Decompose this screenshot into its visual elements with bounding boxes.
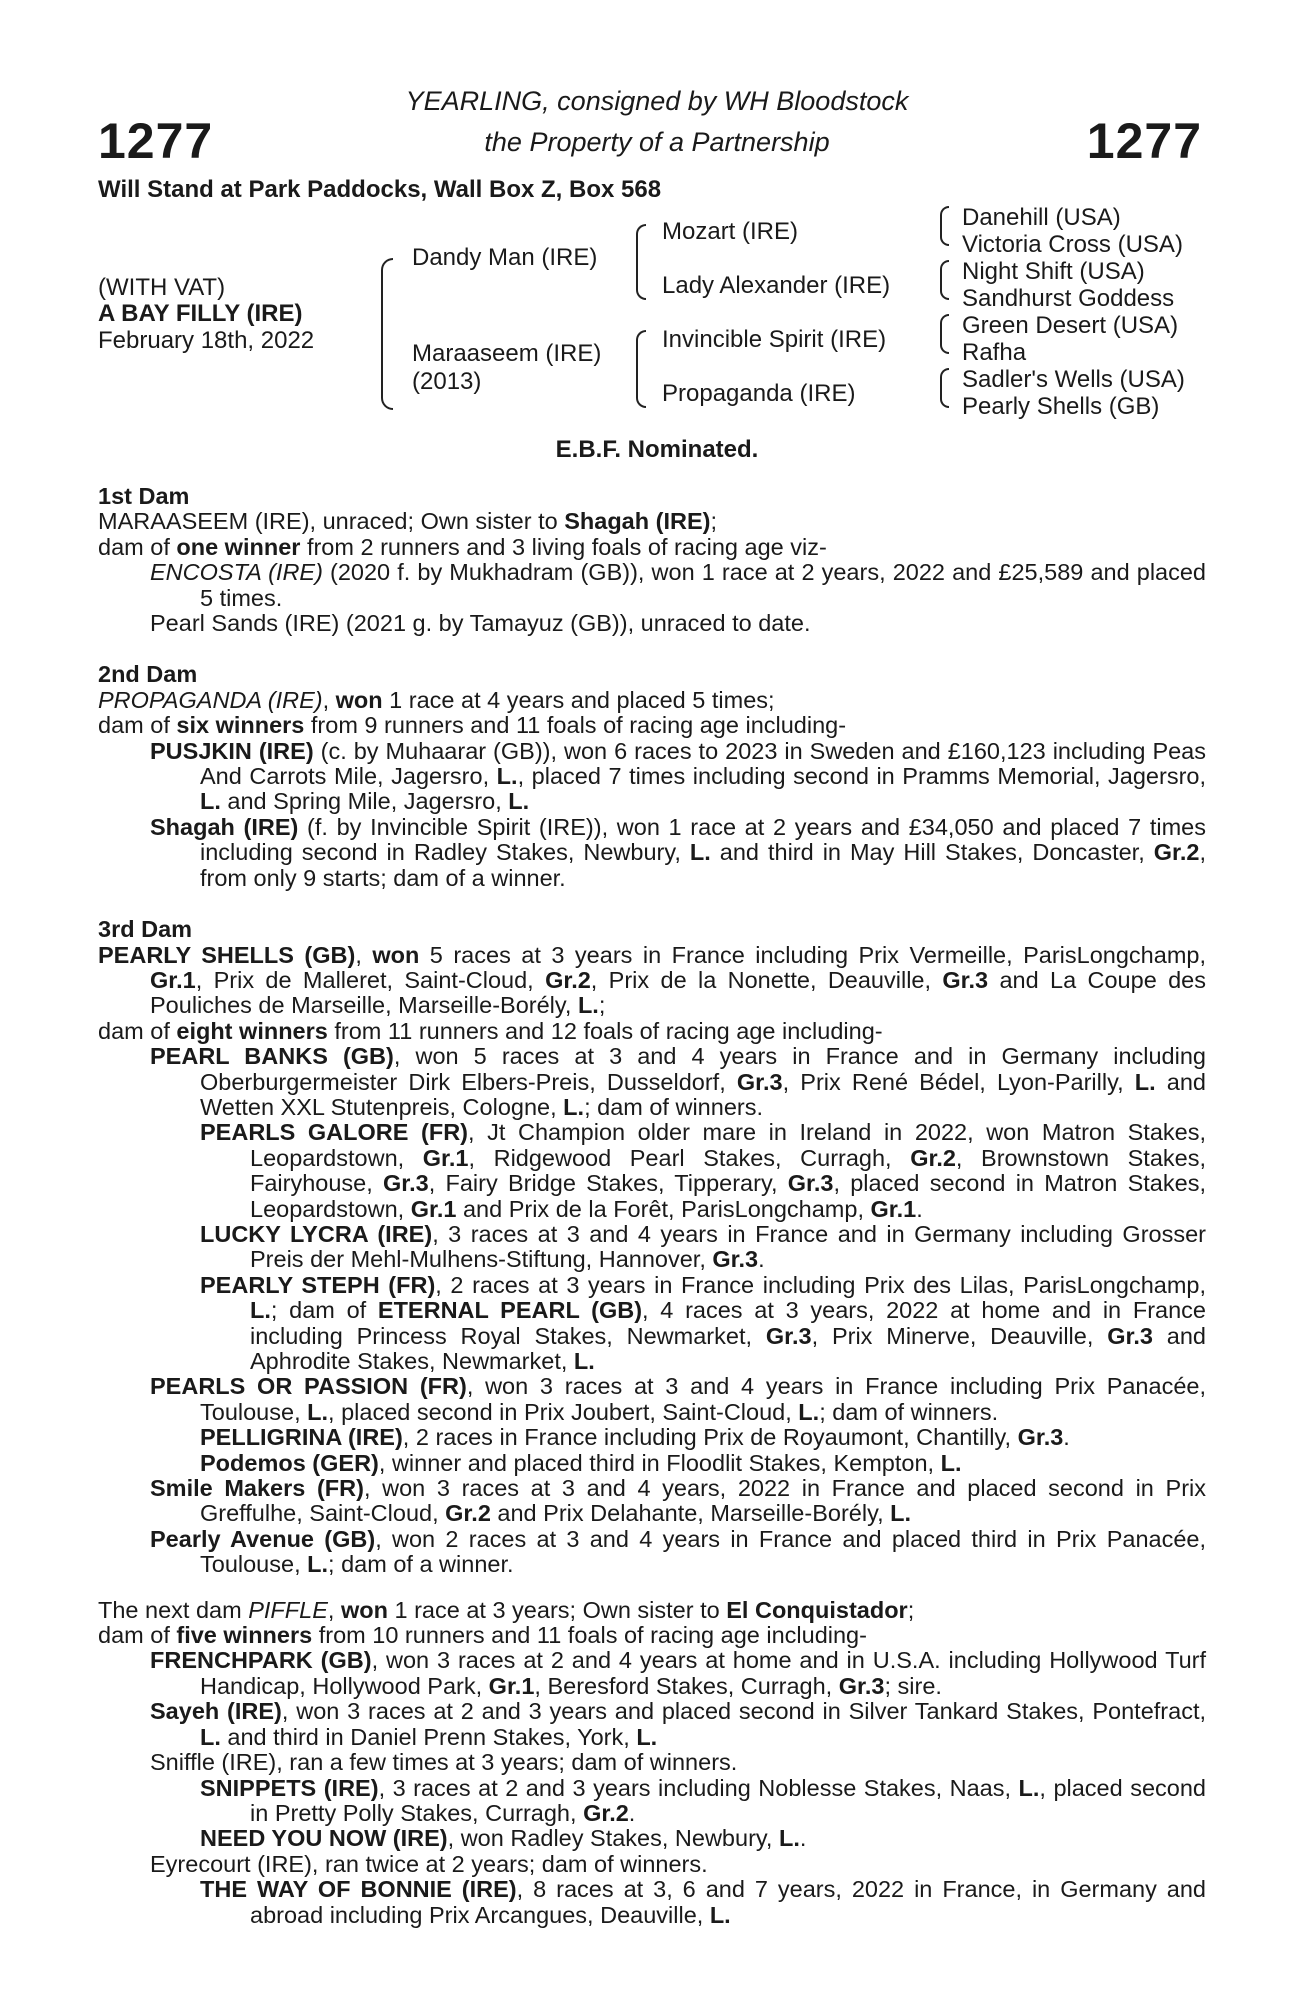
progeny-pearly-steph: PEARLY STEPH (FR), 2 races at 3 years in France including Prix des Lilas, ParisLongchamp, L.; dam of ETERNAL PEARL (GB), 4 races at 3 years, 2022 at home and in France including Princess Royal Stakes, Newmarket, Gr.3, Prix Minerve, Deauville, Gr.3 and Aphrodite Stakes, Newmarket, L.	[200, 1271, 1207, 1374]
ebf-nominated: E.B.F. Nominated.	[555, 436, 759, 463]
first-dam-heading: 1st Dam	[98, 483, 190, 509]
third-dam-heading: 3rd Dam	[98, 916, 193, 943]
ancestor-2: Victoria Cross (USA)	[962, 231, 1183, 258]
progeny-encosta: ENCOSTA (IRE) (2020 f. by Mukhadram (GB)), won 1 race at 2 years, 2022 and £25,589 and placed 5 times.	[150, 559, 1206, 611]
progeny-need-you-now: NEED YOU NOW (IRE), won Radley Stakes, Newbury, L..	[200, 1825, 807, 1852]
lot-number-left: 1277	[98, 113, 214, 169]
ancestor-6: Rafha	[962, 339, 1027, 366]
ancestor-1: Danehill (USA)	[962, 204, 1121, 231]
brace-gen1	[381, 258, 393, 410]
progeny-sayeh: Sayeh (IRE), won 3 races at 2 and 3 years and placed second in Silver Tankard Stakes, Pontefract, L. and third in Daniel Prenn Stakes, York, L.	[150, 1698, 1206, 1750]
ancestor-4: Sandhurst Goddess	[962, 285, 1175, 312]
progeny-pearls-galore: PEARLS GALORE (FR), Jt Champion older mare in Ireland in 2022, won Matron Stakes, Leopardstown, Gr.1, Ridgewood Pearl Stakes, Curragh, Gr.2, Brownstown Stakes, Fairyhouse, Gr.3, Fairy Bridge Stakes, Tipperary, Gr.3, placed second in Matron Stakes, Leopardstown, Gr.1 and Prix de la Forêt, ParisLongchamp, Gr.1.	[200, 1119, 1206, 1222]
progeny-frenchpark: FRENCHPARK (GB), won 3 races at 2 and 4 years at home and in U.S.A. including Hollywood Turf Handicap, Hollywood Park, Gr.1, Beresford Stakes, Curragh, Gr.3; sire.	[150, 1647, 1206, 1699]
progeny-sniffle: Sniffle (IRE), ran a few times at 3 years; dam of winners.	[150, 1749, 738, 1776]
stand-location: Will Stand at Park Paddocks, Wall Box Z, Box 568	[98, 176, 662, 203]
consigned-line: YEARLING, consigned by WH Bloodstock	[405, 86, 909, 116]
progeny-pearly-avenue: Pearly Avenue (GB), won 2 races at 3 and 4 years in France and placed third in Prix Panacée, Toulouse, L.; dam of a winner.	[150, 1525, 1206, 1578]
horse-name: A BAY FILLY (IRE)	[98, 300, 303, 327]
sire-sire: Mozart (IRE)	[662, 218, 799, 245]
brace-g4	[940, 368, 949, 408]
foaling-date: February 18th, 2022	[98, 327, 315, 354]
lot-number-right: 1277	[1086, 113, 1202, 169]
first-dam-line1: MARAASEEM (IRE), unraced; Own sister to Shagah (IRE);	[98, 508, 717, 535]
progeny-eyrecourt: Eyrecourt (IRE), ran twice at 2 years; dam of winners.	[150, 1850, 708, 1877]
third-dam-produce: dam of eight winners from 11 runners and 12 foals of racing age including-	[98, 1017, 883, 1044]
progeny-pelligrina: PELLIGRINA (IRE), 2 races in France including Prix de Royaumont, Chantilly, Gr.3.	[200, 1424, 1070, 1451]
progeny-podemos: Podemos (GER), winner and placed third in Floodlit Stakes, Kempton, L.	[200, 1449, 962, 1476]
progeny-pusjkin: PUSJKIN (IRE) (c. by Muhaarar (GB)), won 6 races to 2023 in Sweden and £160,123 including Peas And Carrots Mile, Jagersro, L., placed 7 times including second in Pramms Memorial, Jagersro, L. and Spring Mile, Jagersro, L.	[150, 737, 1207, 815]
second-dam-line1: PROPAGANDA (IRE), won 1 race at 4 years and placed 5 times;	[98, 686, 775, 713]
progeny-smile-makers: Smile Makers (FR), won 3 races at 3 and 4 years, 2022 in France and placed second in Prix Greffulhe, Saint-Cloud, Gr.2 and Prix Delahante, Marseille-Borély, L.	[150, 1475, 1206, 1527]
next-dam-produce: dam of five winners from 10 runners and 11 foals of racing age including-	[98, 1622, 867, 1649]
progeny-snippets: SNIPPETS (IRE), 3 races at 2 and 3 years including Noblesse Stakes, Naas, L., placed second in Pretty Polly Stakes, Curragh, Gr.2.	[200, 1774, 1206, 1826]
sire-dam: Lady Alexander (IRE)	[662, 272, 891, 299]
dam-year: (2013)	[412, 368, 482, 395]
second-dam-heading: 2nd Dam	[98, 661, 198, 688]
dam-dam: Propaganda (IRE)	[662, 380, 856, 407]
progeny-pearl-sands: Pearl Sands (IRE) (2021 g. by Tamayuz (GB)), unraced to date.	[150, 610, 811, 637]
dam: Maraaseem (IRE)	[412, 340, 602, 367]
third-dam-pearly-shells: PEARLY SHELLS (GB), won 5 races at 3 years in France including Prix Vermeille, ParisLongchamp, Gr.1, Prix de Malleret, Saint-Cloud, Gr.2, Prix de la Nonette, Deauville, Gr.3 and La Coupe des Pouliches de Marseille, Marseille-Borély, L.;	[98, 941, 1206, 1019]
sire: Dandy Man (IRE)	[412, 244, 598, 271]
vat-note: (WITH VAT)	[98, 274, 226, 301]
property-line: the Property of a Partnership	[484, 127, 830, 157]
progeny-pearl-banks: PEARL BANKS (GB), won 5 races at 3 and 4 years in France and in Germany including Oberburgermeister Dirk Elbers-Preis, Dusseldorf, Gr.3, Prix René Bédel, Lyon-Parilly, L. and Wetten XXL Stutenpreis, Cologne, L.; dam of winners.	[150, 1043, 1206, 1120]
dam-sire: Invincible Spirit (IRE)	[662, 326, 887, 353]
next-dam-piffle: The next dam PIFFLE, won 1 race at 3 years; Own sister to El Conquistador;	[98, 1596, 915, 1623]
progeny-the-way-of-bonnie: THE WAY OF BONNIE (IRE), 8 races at 3, 6 and 7 years, 2022 in France, in Germany and abroad including Prix Arcangues, Deauville, L.	[200, 1876, 1207, 1928]
ancestor-7: Sadler's Wells (USA)	[962, 366, 1185, 393]
catalogue-body	[98, 484, 1206, 1928]
ancestor-5: Green Desert (USA)	[962, 312, 1179, 339]
progeny-pearls-or-passion: PEARLS OR PASSION (FR), won 3 races at 3 and 4 years in France including Prix Panacée, Toulouse, L., placed second in Prix Joubert, Saint-Cloud, L.; dam of winners.	[150, 1373, 1206, 1425]
brace-dam	[636, 330, 646, 408]
ancestor-3: Night Shift (USA)	[962, 258, 1145, 285]
brace-g3	[940, 314, 949, 354]
progeny-shagah: Shagah (IRE) (f. by Invincible Spirit (IRE)), won 1 race at 2 years and £34,050 and placed 7 times including second in Radley Stakes, Newbury, L. and third in May Hill Stakes, Doncaster, Gr.2, from only 9 starts; dam of a winner.	[150, 813, 1206, 891]
brace-sire	[636, 224, 646, 300]
first-dam-line2: dam of one winner from 2 runners and 3 living foals of racing age viz-	[98, 533, 827, 560]
brace-g2	[940, 260, 949, 300]
brace-g1	[940, 206, 949, 246]
ancestor-8: Pearly Shells (GB)	[962, 393, 1160, 420]
second-dam-line2: dam of six winners from 9 runners and 11 foals of racing age including-	[98, 712, 847, 739]
progeny-lucky-lycra: LUCKY LYCRA (IRE), 3 races at 3 and 4 years in France and in Germany including Grosser Preis der Mehl-Mulhens-Stiftung, Hannover, Gr.3.	[200, 1220, 1206, 1273]
